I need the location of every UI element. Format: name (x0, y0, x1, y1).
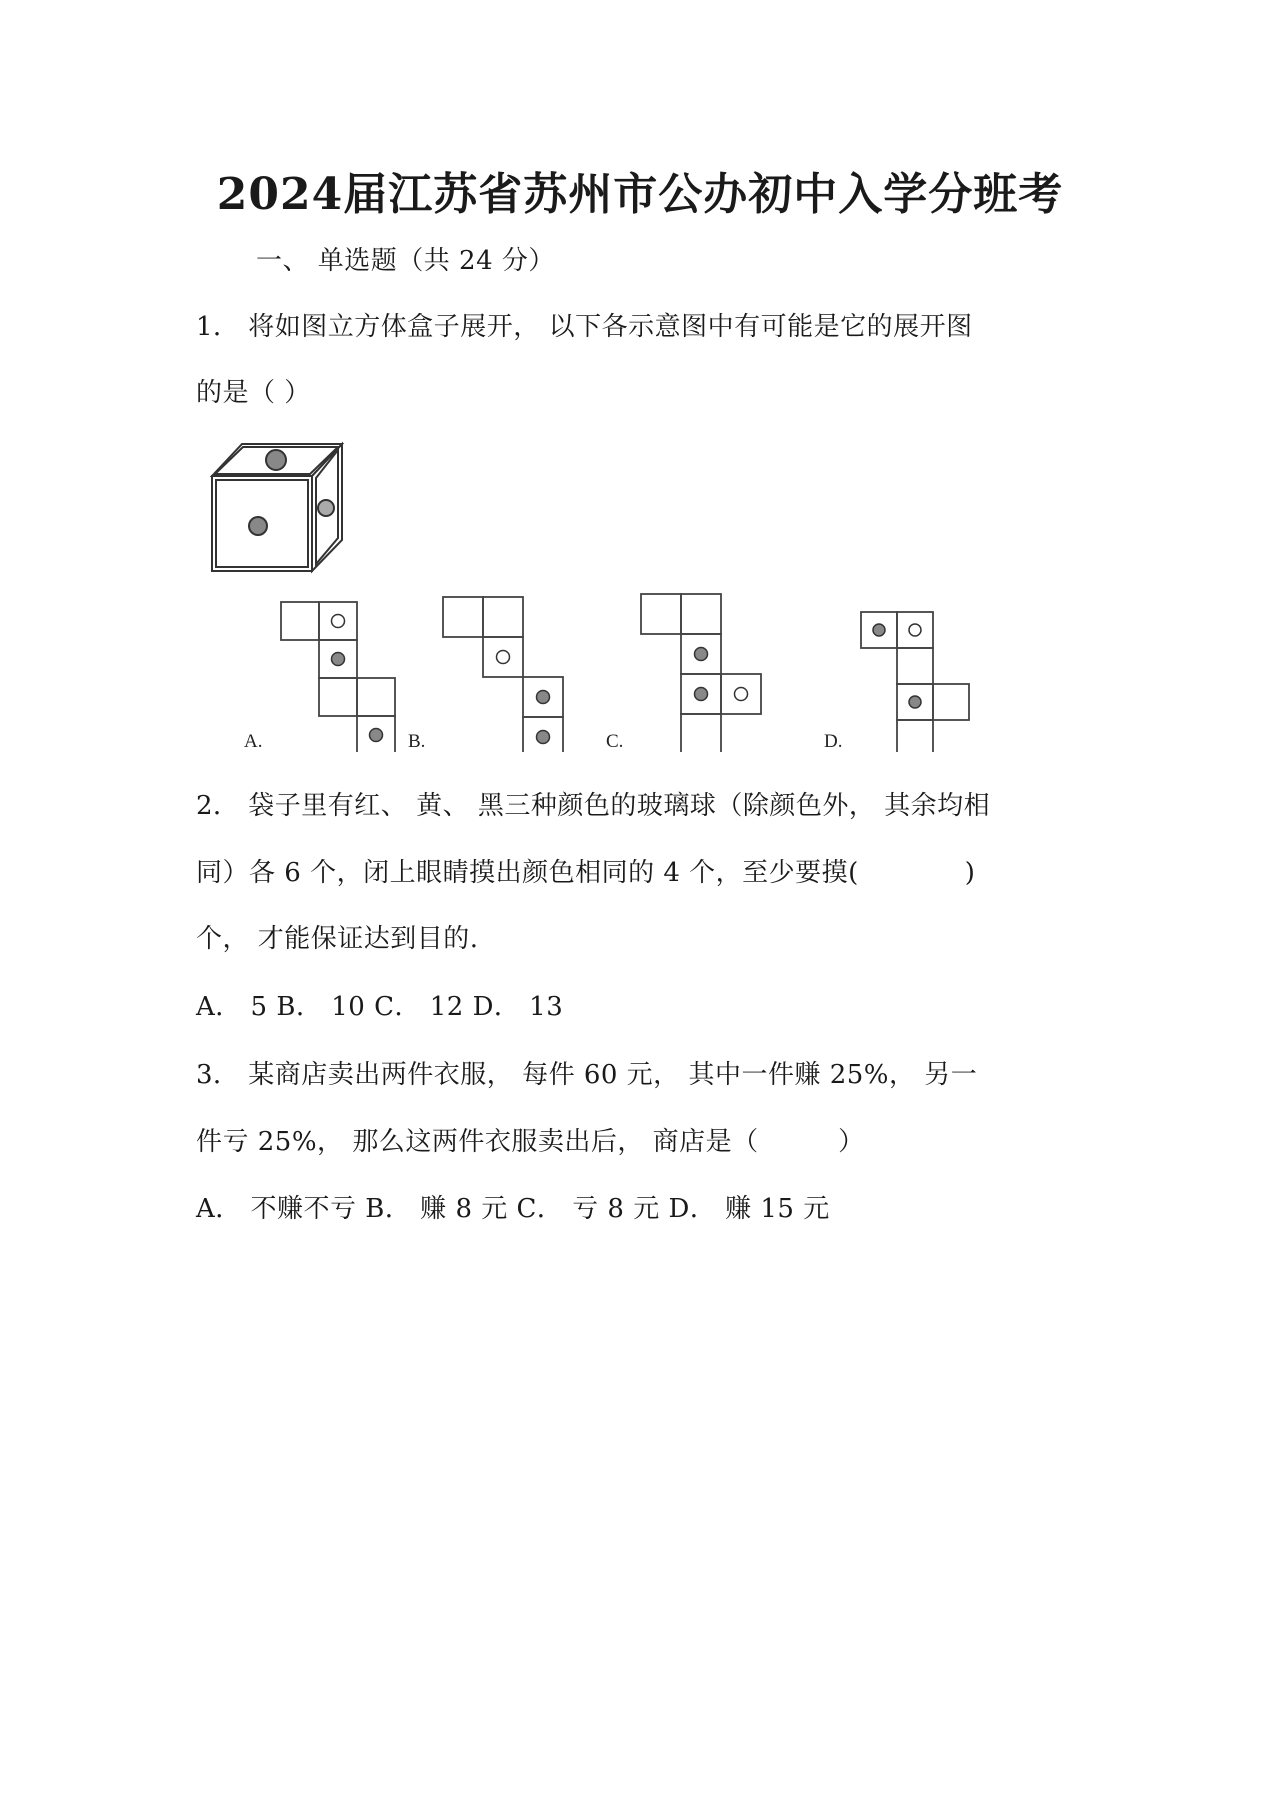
q1-stem-line2: 的是（ ） (196, 378, 311, 408)
q3-stem-line1: 3． 某商店卖出两件衣服， 每件 60 元， 其中一件赚 25%， 另一 (196, 1060, 978, 1090)
net-d-dot-icon (909, 696, 921, 708)
net-d-dot-icon (873, 624, 885, 636)
net-a-dot-icon (332, 615, 345, 628)
q2-stem-line2: 同）各 6 个，闭上眼睛摸出颜色相同的 4 个，至少要摸( ) (196, 858, 976, 888)
net-c-dot-icon (695, 688, 708, 701)
net-c-dot-icon (695, 648, 708, 661)
section-heading: 一、 单选题（共 24 分） (256, 246, 555, 276)
cube-side-dot-icon (318, 500, 334, 516)
net-options (238, 592, 978, 752)
net-b-dot-icon (497, 651, 510, 664)
net-c-dot-icon (735, 688, 748, 701)
option-a-label: A. (244, 731, 263, 752)
option-c-label: C. (606, 731, 624, 752)
option-b-label: B. (408, 731, 426, 752)
q2-stem-line3: 个， 才能保证达到目的. (196, 924, 479, 954)
cube-figure (208, 440, 348, 575)
q3-stem-line2: 件亏 25%， 那么这两件衣服卖出后， 商店是（ ） (196, 1127, 865, 1157)
q3-choices: A． 不赚不亏 B． 赚 8 元 C． 亏 8 元 D． 赚 15 元 (196, 1194, 830, 1224)
net-d-dot-icon (909, 624, 921, 636)
net-a-dot-icon (370, 729, 383, 742)
q1-stem-line1: 1． 将如图立方体盒子展开， 以下各示意图中有可能是它的展开图 (196, 312, 973, 342)
net-a-dot-icon (332, 653, 345, 666)
cube-top-dot-icon (266, 450, 286, 470)
q2-choices: A． 5 B． 10 C． 12 D． 13 (196, 992, 564, 1022)
net-b-dot-icon (537, 691, 550, 704)
q2-stem-line1: 2． 袋子里有红、 黄、 黑三种颜色的玻璃球（除颜色外， 其余均相 (196, 791, 991, 821)
net-b-dot-icon (537, 731, 550, 744)
option-d-label: D. (824, 731, 843, 752)
page-title: 2024届江苏省苏州市公办初中入学分班考 (216, 169, 1064, 220)
cube-front-dot-icon (249, 517, 267, 535)
